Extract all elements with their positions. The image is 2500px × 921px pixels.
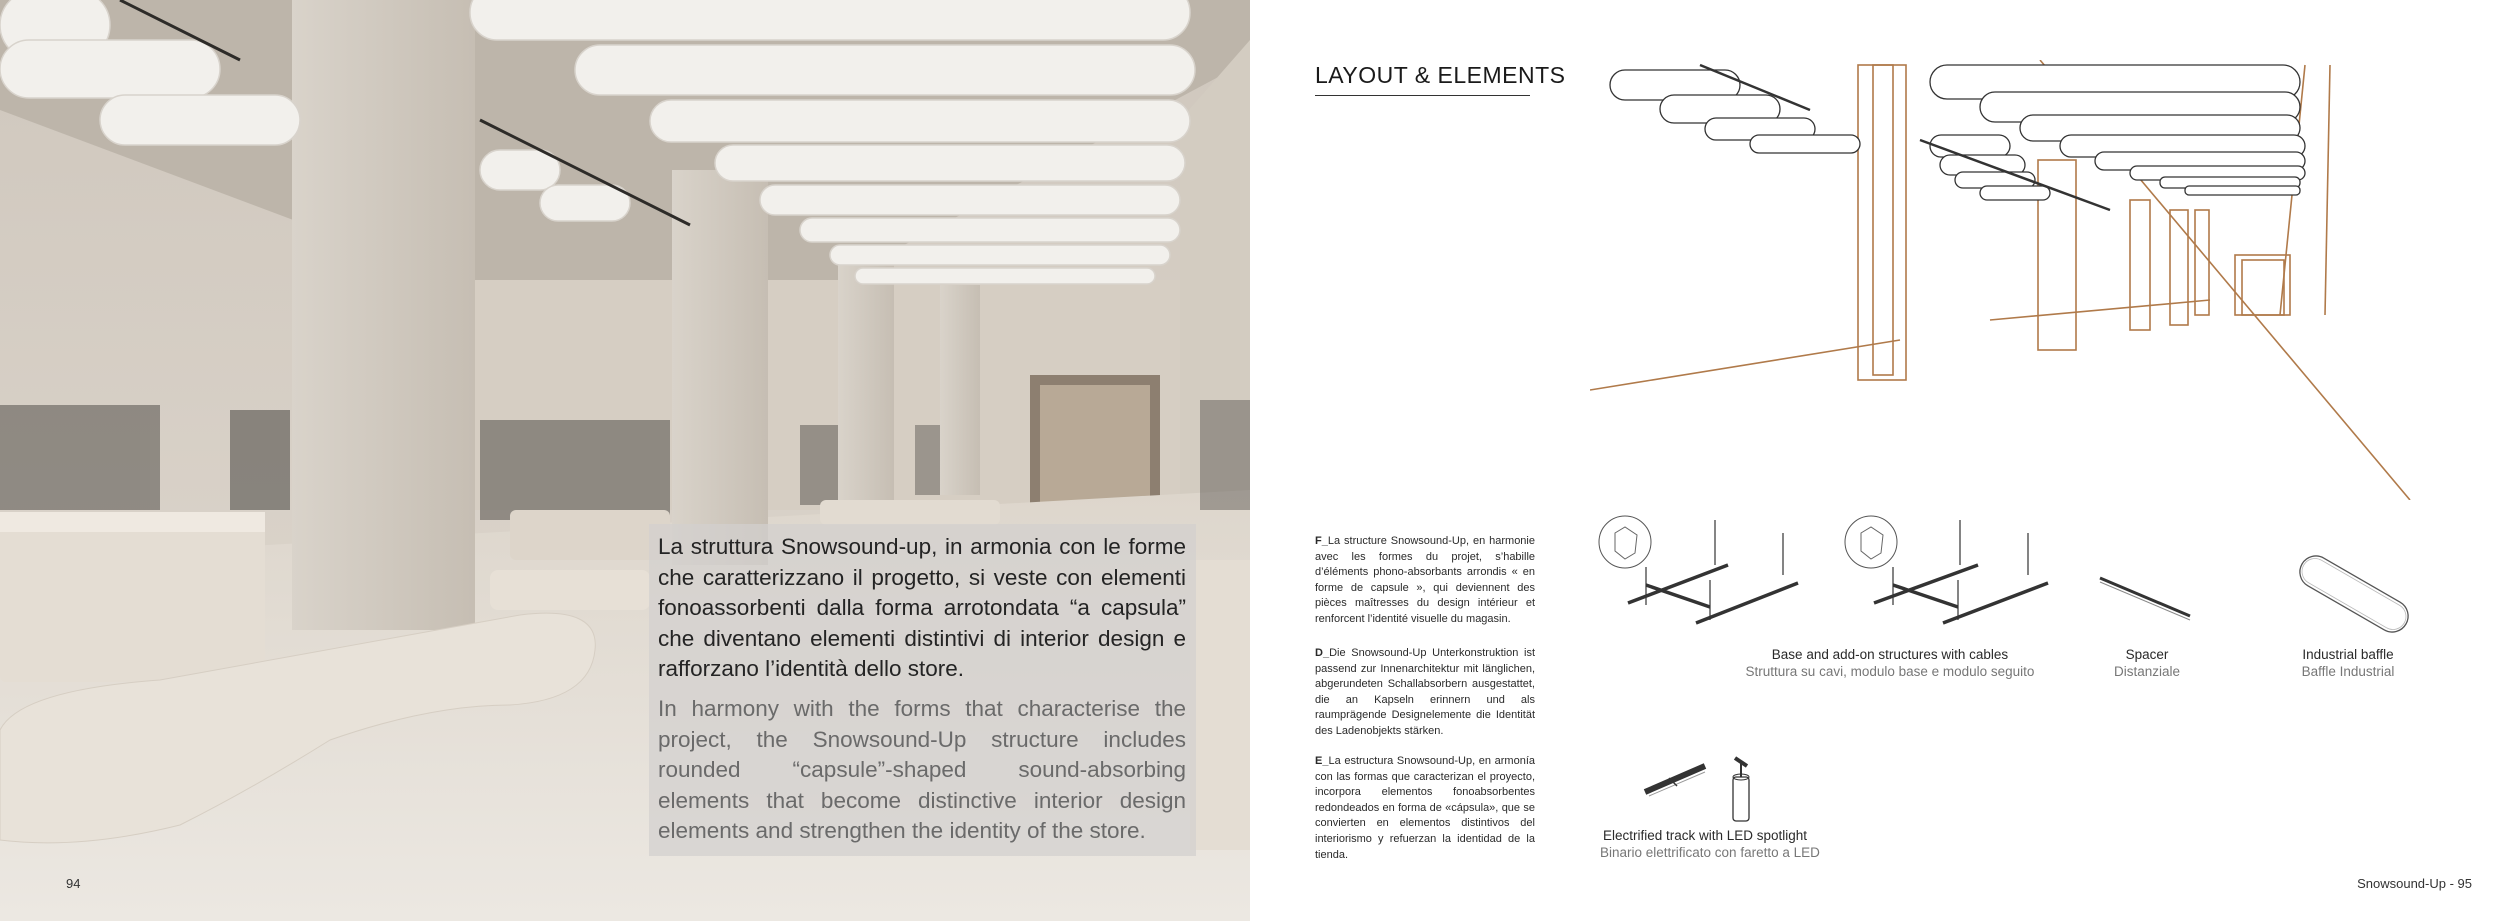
right-page <box>1250 0 2500 921</box>
electrified-track-illustration <box>1635 752 1775 827</box>
caption-italian: La struttura Snowsound-up, in armonia con le forme che caratterizzano il progetto, si veste con elementi fonoassorbenti dalla forma arrotondata “a capsula” che diventano elementi distintivi di interior design e rafforzano l’identità dello store. <box>658 534 1186 681</box>
page-number-left: 94 <box>66 876 81 891</box>
german-body: Die Snowsound-Up Unterkonstruktion ist passend zur Innenarchitektur mit länglichen, abgerundeten Schallabsorbern ausgestattet, die an Kapseln erinnern und als raumprägende Designelemente die Identität des Ladenobjekts stärken. <box>1315 647 1535 737</box>
page-title: LAYOUT & ELEMENTS <box>1315 62 1566 88</box>
text-french <box>1315 534 1535 628</box>
element-baffle-it: Baffle Industrial <box>2301 664 2395 679</box>
element-spacer-en: Spacer <box>2125 647 2169 662</box>
caption-english: In harmony with the forms that characterise the project, the Snowsound-Up structure includes rounded “capsule”-shaped sound-absorbing elements that become distinctive interior design elements and strengthen the identity of the store. <box>658 696 1186 843</box>
cable-structure-illustration <box>1598 515 2098 645</box>
spanish-tag: E_ <box>1315 755 1329 767</box>
page-footer-right: Snowsound-Up - 95 <box>2357 876 2472 891</box>
element-baffle-en: Industrial baffle <box>2302 647 2394 662</box>
element-spacer-caption <box>2092 646 2202 680</box>
element-baffle-caption <box>2288 646 2408 680</box>
text-german <box>1315 646 1535 740</box>
element-structures-caption <box>1690 646 2090 680</box>
element-track-it: Binario elettrificato con faretto a LED <box>1600 845 1820 860</box>
industrial-baffle-illustration <box>2288 548 2418 638</box>
text-spanish <box>1315 754 1535 863</box>
german-tag: D_ <box>1315 647 1330 659</box>
element-track-caption <box>1600 827 1820 861</box>
french-tag: F_ <box>1315 535 1328 547</box>
perspective-line-drawing <box>1590 60 2480 500</box>
element-structures-en: Base and add-on structures with cables <box>1771 647 2009 662</box>
title-divider <box>1315 95 1530 96</box>
element-structures-it: Struttura su cavi, modulo base e modulo seguito <box>1745 664 2035 679</box>
spacer-illustration <box>2092 568 2202 628</box>
element-spacer-it: Distanziale <box>2113 664 2181 679</box>
spanish-body: La estructura Snowsound-Up, en armonía con las formas que caracterizan el proyecto, incorpora elementos fonoabsorbentes redondeados en forma de «cápsula», que se convierten en elementos distintivos del interiorismo y refuerzan la identidad de la tienda. <box>1315 755 1535 861</box>
element-track-en: Electrified track with LED spotlight <box>1602 828 1808 843</box>
french-body: La structure Snowsound-Up, en harmonie avec les formes du projet, s’habille d’éléments phono-absorbants arrondis « en forme de capsule », qui deviennent des pièces maîtresses du design intérieur et renforcent l’identité visuelle du magasin. <box>1315 535 1535 625</box>
